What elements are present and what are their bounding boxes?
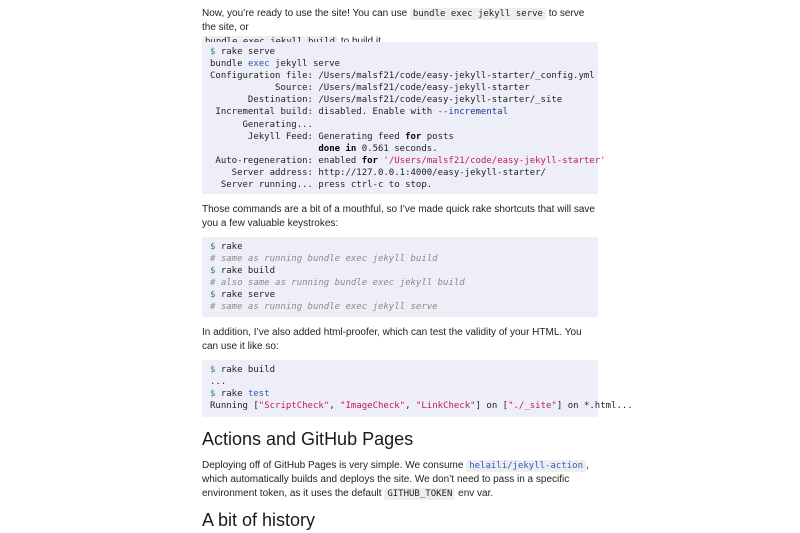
inline-code-github-token: GITHUB_TOKEN [384, 488, 455, 500]
code-line [210, 265, 590, 277]
code-line [210, 400, 633, 412]
intro-text-2: to serve the site, or [202, 8, 585, 33]
code-token: in [345, 143, 357, 154]
code-line [210, 179, 590, 191]
code-token [210, 144, 318, 154]
code-block-rake-shortcuts [202, 237, 598, 317]
code-token: Server running... press ctrl-c to stop. [210, 180, 433, 191]
code-token: $ [210, 242, 221, 252]
code-token: rake [220, 389, 248, 400]
code-token: , [329, 401, 341, 412]
code-token: $ [210, 290, 221, 301]
code-token: "./_site" [508, 401, 557, 412]
code-line [210, 82, 590, 94]
code-token: rake serve [220, 290, 276, 301]
code-token: bundle [210, 59, 248, 70]
code-token: ... [210, 377, 227, 388]
code-token: ] on *.html... [556, 401, 633, 412]
actions-text-2: , which automatically builds and deploys the site. We don’t need to pass in a specific environment token, as it uses the default [202, 460, 589, 499]
code-token: Incremental build: disabled. Enable with [210, 107, 438, 118]
code-token: Jekyll Feed: Generating feed [210, 131, 406, 142]
code-line [210, 131, 590, 143]
code-line [210, 301, 590, 313]
code-token: exec [247, 59, 270, 70]
code-token: Generating... [210, 119, 313, 130]
code-line [210, 155, 606, 167]
code-token: "ImageCheck" [340, 401, 406, 412]
code-token: Server address: http://127.0.0.1:4000/easy-jekyll-starter/ [210, 167, 546, 178]
code-token: --incremental [437, 107, 509, 118]
code-token: $ [210, 365, 221, 375]
code-token: Running [ [210, 401, 259, 412]
code-token: $ [210, 47, 221, 57]
code-token: test [247, 389, 270, 400]
code-block-rake-test [202, 360, 633, 417]
code-line [210, 277, 590, 289]
code-line [210, 143, 590, 155]
code-token: Auto-regeneration: enabled [210, 155, 362, 166]
code-token: # also same as running bundle exec jekyll build [210, 278, 465, 289]
code-line [210, 364, 590, 376]
code-token: rake [220, 242, 243, 252]
code-line [210, 106, 590, 118]
code-token: # same as running bundle exec jekyll build [210, 254, 438, 265]
code-line [210, 58, 590, 70]
code-line [210, 70, 595, 82]
inline-code-jekyll-action[interactable]: helaili/jekyll-action [466, 460, 586, 472]
code-token: for [361, 155, 378, 166]
shortcuts-paragraph: Those commands are a bit of a mouthful, so I’ve made quick rake shortcuts that will save you a few valuable keystrokes: [202, 204, 595, 229]
code-token: 0.561 seconds. [356, 143, 438, 154]
code-line [210, 94, 590, 106]
code-line [210, 46, 590, 58]
code-line [210, 376, 590, 388]
code-token: rake serve [220, 47, 276, 57]
code-token: Destination: /Users/malsf21/code/easy-jekyll-starter/_site [210, 95, 563, 106]
code-token: , [405, 401, 416, 412]
code-token: Configuration file: /Users/malsf21/code/easy-jekyll-starter/_config.yml [210, 71, 595, 82]
heading-actions: Actions and GitHub Pages [202, 429, 414, 449]
code-token: rake build [220, 266, 276, 277]
proofer-paragraph: In addition, I’ve also added html-proofer, which can test the validity of your HTML. You can use it like so: [202, 327, 582, 352]
code-token: ] on [ [475, 401, 509, 412]
code-token: rake build [220, 365, 276, 375]
code-token: # same as running bundle exec jekyll serve [210, 302, 438, 313]
code-block-rake-serve [202, 42, 606, 194]
code-token: jekyll serve [269, 59, 341, 70]
code-token: done [318, 143, 341, 154]
actions-text-3: env var. [455, 488, 494, 499]
code-token: "ScriptCheck" [258, 401, 330, 412]
inline-code-serve: bundle exec jekyll serve [410, 8, 546, 20]
code-line [210, 289, 590, 301]
code-token: Source: /Users/malsf21/code/easy-jekyll-starter [210, 83, 530, 94]
code-token: $ [210, 266, 221, 277]
code-token: "LinkCheck" [415, 401, 476, 412]
actions-paragraph [202, 459, 598, 501]
code-token: '/Users/malsf21/code/easy-jekyll-starter' [383, 155, 606, 166]
intro-text-1: Now, you’re ready to use the site! You can use [202, 8, 410, 19]
actions-text-1: Deploying off of GitHub Pages is very simple. We consume [202, 460, 467, 471]
code-token: for [405, 131, 422, 142]
code-line [210, 253, 590, 265]
code-line [210, 241, 590, 253]
code-token: $ [210, 389, 221, 400]
code-line [210, 388, 590, 400]
code-token: posts [421, 131, 454, 142]
code-line [210, 167, 590, 179]
code-line [210, 119, 590, 131]
heading-history: A bit of history [202, 510, 316, 530]
